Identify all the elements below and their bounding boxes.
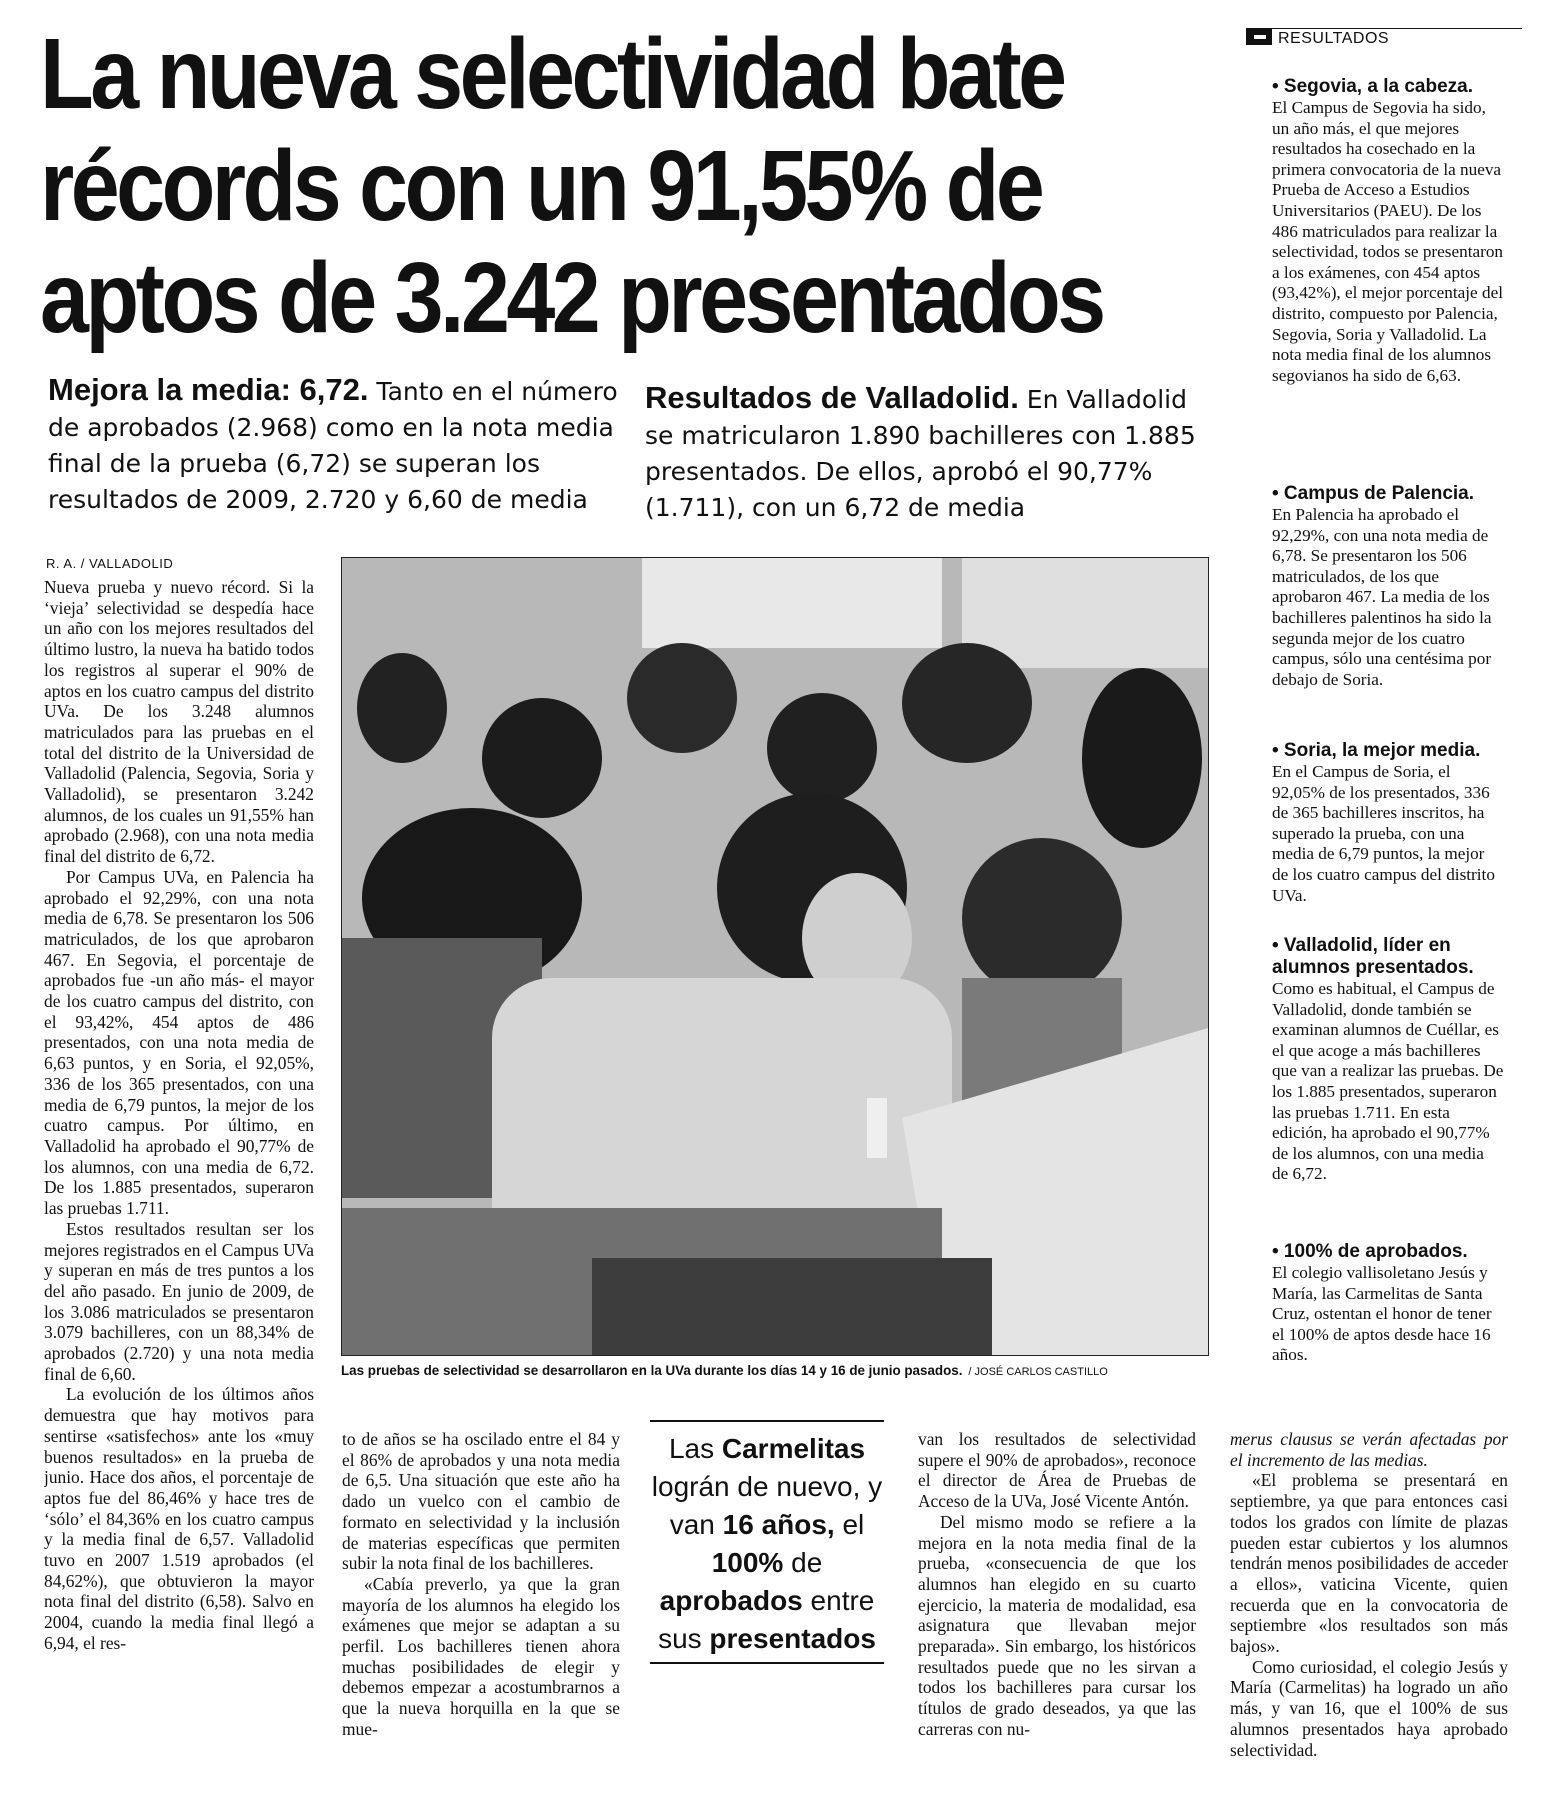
sidebar-item-title: • Segovia, a la cabeza. bbox=[1272, 76, 1473, 97]
col2-paragraph-1: to de años se ha oscilado entre el 84 y el 86% de aprobados y una nota media de 6,5. Una situación que este año ha dado un vuelco con el cambio de formato en selectividad y la inclusión de materias específicas que permiten subir la nota final de los bachilleres. bbox=[342, 1429, 620, 1574]
headline bbox=[40, 18, 1103, 354]
deck-right-lead: Resultados de Valladolid. bbox=[645, 380, 1019, 415]
pullquote-text-4: de bbox=[783, 1547, 823, 1578]
pullquote-bold-2: 16 años, bbox=[722, 1509, 835, 1540]
sidebar-item-title: • Soria, la mejor media. bbox=[1272, 740, 1481, 761]
photo-caption bbox=[341, 1363, 1108, 1378]
article-column-2 bbox=[342, 1429, 620, 1799]
sidebar-item-soria bbox=[1272, 740, 1504, 906]
col2-paragraph-2: «Cabía preverlo, ya que la gran mayoría de los alumnos ha elegido los exámenes que mejor se adaptan a su perfil. Los bachilleres tienen ahora muchas posibilidades de elegir y debemos empezar a acostumbrarnos a que la nueva horquilla en la que se mue- bbox=[342, 1573, 620, 1739]
pullquote-text-5: entre sus bbox=[658, 1585, 875, 1654]
article-column-1 bbox=[44, 577, 314, 1797]
col4-paragraph-2: «El problema se presentará en septiembre, ya que para entonces casi todos los grados con límite de plazas pueden estar cubiertos y los alumnos tendrán menos posibilidades de acceder a ellos», vaticina Vicente, quien recuerda que en la convocatoria de septiembre «los resultados son más bajos». bbox=[1230, 1470, 1508, 1657]
pullquote-text-3: el bbox=[834, 1509, 865, 1540]
pullquote-bold-3: 100% bbox=[711, 1547, 784, 1578]
sidebar-header bbox=[1246, 28, 1522, 55]
col1-paragraph-1: Nueva prueba y nuevo récord. Si la ‘vieja’ selectividad se despedía hace un año con los mejores resultados del último lustro, la nueva ha batido todos los registros al superar el 90% de aptos en los cuatro campus del distrito UVa. De los 3.248 alumnos matriculados para las pruebas en el total del distrito de la Universidad de Valladolid (Palencia, Segovia, Soria y Valladolid), se presentaron 3.242 alumnos, de los cuales un 91,55% han aprobado (2.968), con una nota media final del distrito de 6,72. bbox=[44, 577, 314, 867]
col4-paragraph-3: Como curiosidad, el colegio Jesús y María (Carmelitas) ha logrado un año más, y van 16, que el 100% de sus alumnos presentados haya aprobado selectividad. bbox=[1230, 1656, 1508, 1760]
deck-left-text: Tanto en el número de aprobados (2.968) como en la nota media final de la prueba (6,72) se superan los resultados de 2009, 2.720 y 6,60 de media bbox=[48, 377, 618, 514]
sidebar-item-text: El Campus de Segovia ha sido, un año más, el que mejores resultados ha cosechado en la primera convocatoria de la nueva Prueba de Acceso a Estudios Universitarios (PAEU). De los 486 matriculados para realizar la selectividad, todos se presentaron a los exámenes, con 454 aptos (93,42%), el mejor porcentaje del distrito, compuesto por Palencia, Segovia, Soria y Valladolid. La nota media final de los alumnos segovianos ha sido de 6,63. bbox=[1272, 98, 1504, 385]
headline-line-1: La nueva selectividad bate bbox=[40, 18, 1064, 130]
col1-paragraph-4: La evolución de los últimos años demuestra que hay motivos para sentirse «satisfechos» ante los «muy buenos resultados» en la prueba de junio. Hace dos años, el porcentaje de aptos fue del 86,46% y hace tres de ‘sólo’ el 84,36% en los cuatro campus y la media final de 6,57. Valladolid tuvo en 2007 1.519 aprobados (el 84,62%), que obtuvieron la mayor nota final del distrito (6,58). Salvo en 2004, cuando la media final llegó a 6,94, el res- bbox=[44, 1384, 314, 1653]
article-column-4 bbox=[1230, 1429, 1508, 1799]
sidebar-item-text: El colegio vallisoletano Jesús y María, las Carmelitas de Santa Cruz, ostentan el honor de tener el 100% de aptos desde hace 16 años. bbox=[1272, 1263, 1492, 1365]
pull-quote bbox=[650, 1420, 884, 1664]
sidebar-item-title: • Campus de Palencia. bbox=[1272, 483, 1475, 504]
sidebar-item-title: • 100% de aprobados. bbox=[1272, 1241, 1468, 1262]
col1-paragraph-3: Estos resultados resultan ser los mejores registrados en el Campus UVa y superan en más de tres puntos a los del año pasado. En junio de 2009, de los 3.086 matriculados se presentaron 3.079 bachilleres, con un 88,34% de aprobados (2.720) y una nota media final de 6,60. bbox=[44, 1218, 314, 1384]
deck-left bbox=[48, 372, 618, 518]
sidebar-item-text: Como es habitual, el Campus de Valladolid, donde también se examinan alumnos de Cuéllar, es el que acoge a más bachilleres que van a realizar las pruebas. De los 1.885 presentados, superaron las pruebas 1.711. En esta edición, ha aprobado el 90,77% de los alumnos, con una media de 6,72. bbox=[1272, 979, 1504, 1184]
pullquote-text-1: Las bbox=[668, 1433, 722, 1464]
photo-credit: / JOSÉ CARLOS CASTILLO bbox=[968, 1366, 1108, 1378]
photo-illustration bbox=[342, 558, 1208, 1355]
col3-paragraph-1: van los resultados de selectividad supere el 90% de aprobados», reconoce el director de Área de Pruebas de Acceso de la UVa, José Vicente Antón. bbox=[918, 1429, 1196, 1512]
deck-right-text: En Valladolid se matricularon 1.890 bachilleres con 1.885 presentados. De ellos, aprobó el 90,77% (1.711), con un 6,72 de media bbox=[645, 385, 1196, 522]
section-marker-icon bbox=[1246, 29, 1272, 45]
pullquote-bold-4: aprobados bbox=[659, 1585, 803, 1616]
col1-paragraph-2: Por Campus UVa, en Palencia ha aprobado el 92,29%, con una nota media de 6,78. Se presentaron los 506 matriculados, de los que aprobaron 467. En Segovia, el porcentaje de aprobados fue -un año más- el mayor de los cuatro campus del distrito, con el 93,42%, 454 aptos de 486 presentados, con una nota media de 6,63 puntos, y en Soria, el 92,05%, 336 de los 365 presentados, con una media de 6,79 puntos, la mejor de los cuatro campus. Por último, en Valladolid ha aprobado el 90,77% de los alumnos, con una media de 6,72. De los 1.885 presentados, superaron las pruebas 1.711. bbox=[44, 866, 314, 1219]
pullquote-bold-1: Carmelitas bbox=[721, 1433, 866, 1464]
pullquote-text-2: lográn de nuevo, y van bbox=[651, 1471, 883, 1540]
photo-exam-students bbox=[341, 557, 1209, 1356]
sidebar-item-valladolid bbox=[1272, 935, 1504, 1185]
pullquote-bold-5: presentados bbox=[709, 1623, 876, 1654]
sidebar-item-text: En Palencia ha aprobado el 92,29%, con una nota media de 6,78. Se presentaron los 506 matriculados, de los que aprobaron 467. La media de los bachilleres palentinos ha sido la segunda mejor de los cuatro campus, sólo una centésima por debajo de Soria. bbox=[1272, 505, 1492, 689]
col4-paragraph-1: merus clausus se verán afectadas por el incremento de las medias. bbox=[1230, 1429, 1508, 1470]
col3-paragraph-2: Del mismo modo se refiere a la mejora en la nota media final de la prueba, «consecuencia de que los alumnos han elegido en su cuarto ejercicio, la materia de modalidad, esa asignatura que llevaban mejor preparada». Sin embargo, los históricos resultados puede que no les sirvan a todos los bachilleres para cursar los títulos de grado deseados, ya que las carreras con nu- bbox=[918, 1511, 1196, 1739]
sidebar-header-label: RESULTADOS bbox=[1278, 30, 1390, 47]
sidebar-item-text: En el Campus de Soria, el 92,05% de los presentados, 336 de 365 bachilleres inscritos, ha superado la prueba, con una media de 6,79 puntos, la mejor de los cuatro campus del distrito UVa. bbox=[1272, 762, 1495, 905]
photo-caption-text: Las pruebas de selectividad se desarrollaron en la UVa durante los días 14 y 16 de junio pasados. bbox=[341, 1363, 963, 1378]
headline-line-2: récords con un 91,55% de bbox=[40, 130, 1042, 242]
headline-line-3: aptos de 3.242 presentados bbox=[40, 242, 1103, 354]
byline: R. A. / VALLADOLID bbox=[46, 556, 174, 571]
sidebar-item-carmelitas bbox=[1272, 1241, 1504, 1366]
article-column-3 bbox=[918, 1429, 1196, 1799]
deck-left-lead: Mejora la media: 6,72. bbox=[48, 372, 369, 407]
deck-right bbox=[645, 380, 1205, 526]
sidebar-item-title: • Valladolid, líder en alumnos presentados. bbox=[1272, 935, 1474, 978]
sidebar-item-palencia bbox=[1272, 483, 1504, 690]
sidebar-item-segovia bbox=[1272, 76, 1504, 386]
